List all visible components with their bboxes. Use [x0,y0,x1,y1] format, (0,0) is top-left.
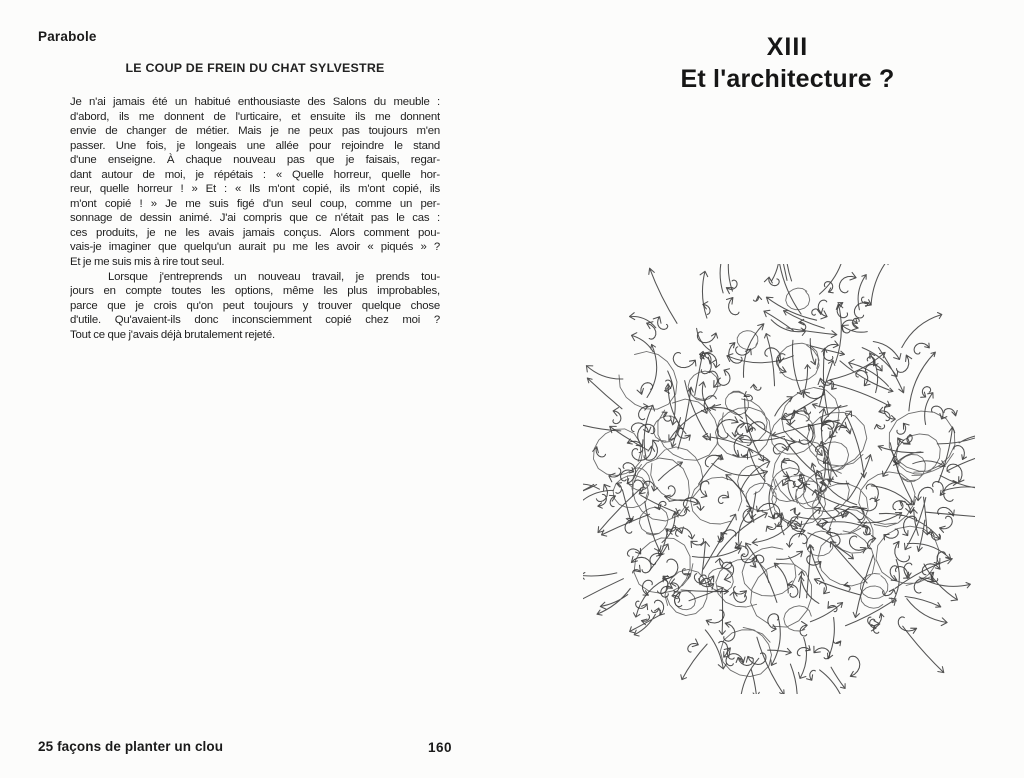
body-text [70,95,440,342]
body-text-line: sonnage de dessin animé. J'ai compris que ce n'était pas le cas : [70,212,440,225]
body-text-line: ces produits, je ne les avais jamais conçus. Alors comment pou- [70,226,440,239]
body-text-line: d'abord, ils me donnent de l'urticaire, et ensuite ils me donnent [70,110,440,123]
page-number: 160 [428,740,453,755]
body-text-line: passer. Une fois, je longeais une allée pour rejoindre le stand [70,139,440,152]
footer-book-title: 25 façons de planter un clou [38,739,224,754]
body-text-line: Je n'ai jamais été un habitué enthousiaste des Salons du meuble : [70,96,440,108]
chapter-number: XIII [766,33,809,61]
chapter-title: LE COUP DE FREIN DU CHAT SYLVESTRE [125,61,385,75]
body-text-line: jours en compte toutes les options, même les plus improbables, [70,285,440,298]
chapter-heading-block [600,32,975,96]
body-text-line: d'une enseigne. À chaque nouveau pas que je faisais, regar- [70,154,440,167]
body-text-line: dant autour de moi, je répétais : « Quelle horreur, quelle hor- [70,168,440,181]
doodle-arrows-illustration [583,264,975,694]
body-text-line: Et je me suis mis à rire tout seul. [70,256,225,269]
body-text-line: Lorsque j'entreprends un nouveau travail, je prends tou- [108,270,440,283]
body-text-line: vais-je imaginer que quelqu'un aurait pu me les avoir « piqués » ? [70,241,440,254]
chapter-heading: Et l'architecture ? [680,65,895,93]
body-text-line: d'utile. Qu'avaient-ils donc inconsciemment copié chez moi ? [70,314,440,327]
body-text-line: parce que je crois qu'on peut toujours y trouver quelque chose [70,299,440,312]
body-text-line: envie de changer de métier. Mais je ne peux pas toujours m'en [70,125,440,138]
body-text-line: m'ont copié ! » Je me suis figé d'un seul coup, comme un per- [70,197,440,210]
body-text-line: reur, quelle horreur ! » Et : « Ils m'ont copié, ils m'ont copié, ils [70,183,440,196]
body-text-line: Tout ce que j'avais déjà brutalement rejeté. [70,328,275,341]
right-page [512,0,1024,778]
running-header: Parabole [38,29,97,44]
